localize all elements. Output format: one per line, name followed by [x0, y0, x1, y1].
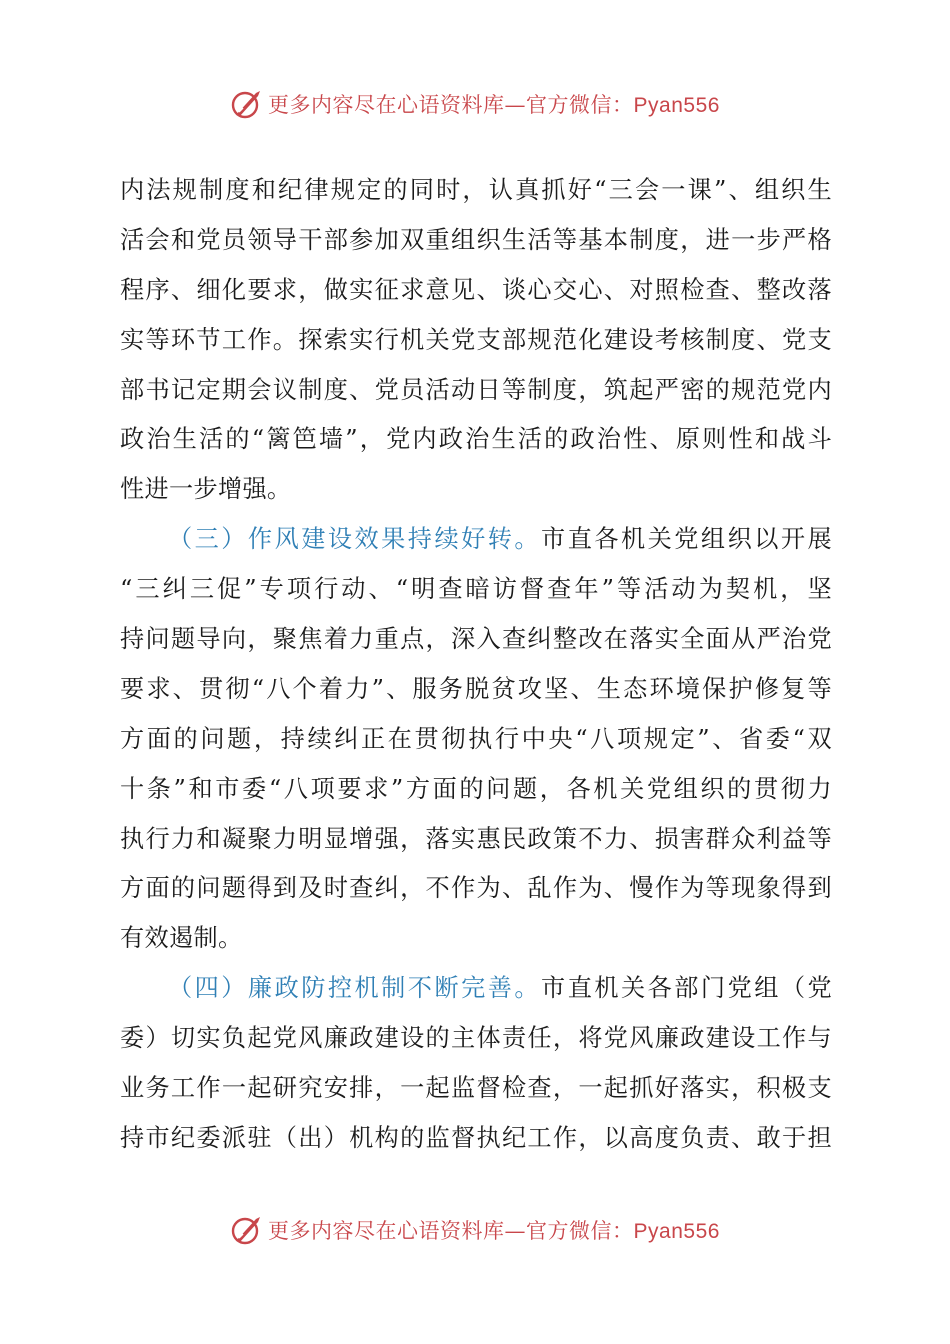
text-line: 活会和党员领导干部参加双重组织生活等基本制度，进一步严格 [120, 225, 832, 254]
section-heading: （四）廉政防控机制不断完善。 [168, 974, 542, 1003]
text-line: 程序、细化要求，做实征求意见、谈心交心、对照检查、整改落 [120, 275, 832, 304]
watermark-text: 更多内容尽在心语资料库—官方微信：Pyan556 [268, 93, 720, 117]
paragraph-first-line: （三）作风建设效果持续好转。市直各机关党组织以开展 [168, 525, 832, 554]
text-line: 方面的问题，持续纠正在贯彻执行中央“八项规定”、省委“双 [120, 724, 832, 753]
document-body [120, 166, 832, 1164]
text-line: 实等环节工作。探索实行机关党支部规范化建设考核制度、党支 [120, 325, 832, 354]
paragraph-first-line: （四）廉政防控机制不断完善。市直机关各部门党组（党 [168, 974, 832, 1003]
text-line: 性进一步增强。 [120, 475, 292, 504]
text-line: 政治生活的“篱笆墙”，党内政治生活的政治性、原则性和战斗 [120, 425, 832, 454]
quill-pen-circle-icon [230, 1213, 264, 1247]
text-line: 持市纪委派驻（出）机构的监督执纪工作，以高度负责、敢于担 [120, 1123, 832, 1152]
header-watermark-banner [0, 84, 950, 124]
text-line: 内法规制度和纪律规定的同时，认真抓好“三会一课”、组织生 [120, 176, 832, 204]
text-line: 有效遏制。 [120, 924, 243, 953]
text-line: 十条”和市委“八项要求”方面的问题，各机关党组织的贯彻力 [120, 774, 832, 803]
text-line: 方面的问题得到及时查纠，不作为、乱作为、慢作为等现象得到 [120, 874, 832, 903]
text-line: 要求、贯彻“八个着力”、服务脱贫攻坚、生态环境保护修复等 [120, 674, 832, 703]
watermark-text: 更多内容尽在心语资料库—官方微信：Pyan556 [268, 1219, 720, 1243]
text-line: 委）切实负起党风廉政建设的主体责任，将党风廉政建设工作与 [120, 1024, 832, 1053]
text-line: 部书记定期会议制度、党员活动日等制度，筑起严密的规范党内 [120, 375, 832, 404]
text-line: 持问题导向，聚焦着力重点，深入查纠整改在落实全面从严治党 [120, 625, 832, 654]
section-heading: （三）作风建设效果持续好转。 [168, 525, 542, 554]
quill-pen-circle-icon [230, 87, 264, 121]
text-line: 业务工作一起研究安排，一起监督检查，一起抓好落实，积极支 [120, 1074, 832, 1103]
text-line: “三纠三促”专项行动、“明查暗访督查年”等活动为契机，坚 [120, 575, 832, 604]
text-line: 执行力和凝聚力明显增强，落实惠民政策不力、损害群众利益等 [120, 824, 832, 853]
footer-watermark-banner [0, 1210, 950, 1250]
